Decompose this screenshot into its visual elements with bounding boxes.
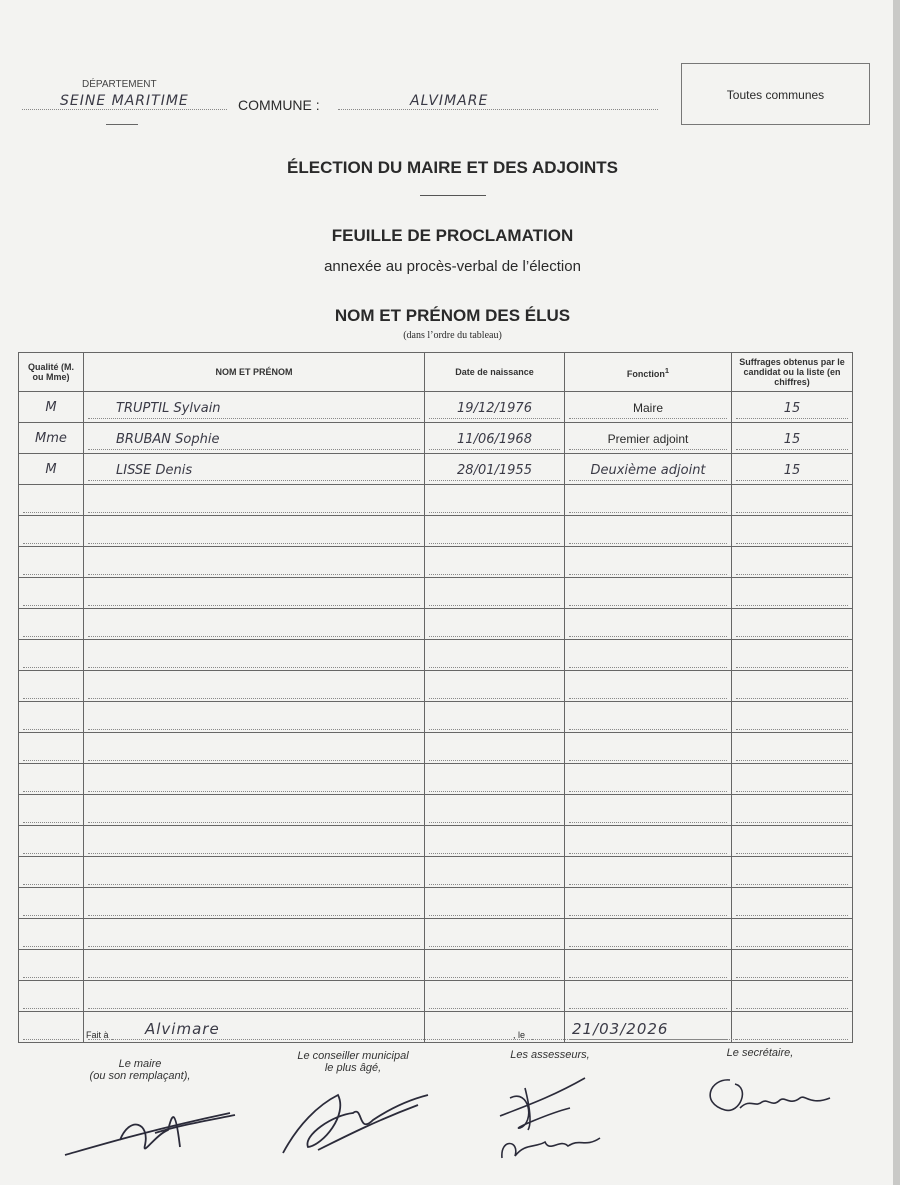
table-row-empty xyxy=(19,981,853,1012)
cell-nom xyxy=(84,454,425,485)
cell-empty xyxy=(84,609,425,640)
table-row xyxy=(19,454,853,485)
cell-dotted-line xyxy=(88,742,420,761)
cell-empty xyxy=(565,640,732,671)
cell-dotted-line xyxy=(569,462,727,481)
cell-dotted-line xyxy=(23,680,79,699)
cell-dotted-line xyxy=(736,649,848,668)
commune-value: ALVIMARE xyxy=(410,93,489,109)
cell-dotted-line xyxy=(429,804,560,823)
cell-empty xyxy=(732,888,853,919)
table-row-empty xyxy=(19,485,853,516)
cell-dotted-line xyxy=(569,587,727,606)
cell-naissance xyxy=(425,454,565,485)
cell-dotted-line xyxy=(23,866,79,885)
cell-dotted-line xyxy=(429,680,560,699)
cell-empty xyxy=(19,578,84,609)
cell-dotted-line xyxy=(736,928,848,947)
cell-dotted-line xyxy=(736,556,848,575)
fait-line xyxy=(112,1039,512,1040)
table-row-empty xyxy=(19,578,853,609)
maire-signature xyxy=(60,1085,240,1165)
cell-dotted-line xyxy=(88,462,420,481)
cell-empty xyxy=(732,795,853,826)
departement-underline xyxy=(106,124,138,125)
cell-empty xyxy=(425,1012,565,1043)
cell-dotted-line xyxy=(88,928,420,947)
table-row-empty xyxy=(19,888,853,919)
cell-empty xyxy=(565,578,732,609)
cell-empty xyxy=(732,671,853,702)
cell-suffrages xyxy=(732,392,853,423)
cell-dotted-line xyxy=(88,711,420,730)
cell-empty xyxy=(19,485,84,516)
cell-empty xyxy=(19,702,84,733)
cell-dotted-line xyxy=(88,587,420,606)
cell-empty xyxy=(425,795,565,826)
table-row-empty xyxy=(19,609,853,640)
cell-qualite xyxy=(19,423,84,454)
cell-nom xyxy=(84,392,425,423)
cell-dotted-line xyxy=(569,431,727,450)
cell-fonction-value: Maire xyxy=(632,400,663,415)
cell-empty xyxy=(84,950,425,981)
cell-dotted-line xyxy=(736,618,848,637)
cell-dotted-line xyxy=(736,773,848,792)
cell-dotted-line xyxy=(88,1021,420,1040)
cell-empty xyxy=(425,609,565,640)
cell-qualite-value: M xyxy=(45,400,57,415)
table-row-empty xyxy=(19,826,853,857)
sig-maire-label: Le maire (ou son remplaçant), xyxy=(89,1058,191,1082)
fait-value: Alvimare xyxy=(145,1020,220,1038)
cell-dotted-line xyxy=(569,928,727,947)
cell-empty xyxy=(84,857,425,888)
cell-empty xyxy=(732,733,853,764)
cell-dotted-line xyxy=(569,400,727,419)
cell-dotted-line xyxy=(429,431,560,450)
cell-empty xyxy=(565,857,732,888)
cell-dotted-line xyxy=(429,649,560,668)
table-row-empty xyxy=(19,547,853,578)
cell-empty xyxy=(19,857,84,888)
cell-empty xyxy=(84,671,425,702)
cell-empty xyxy=(732,857,853,888)
cell-dotted-line xyxy=(429,866,560,885)
sig-secretaire-label: Le secrétaire, xyxy=(726,1047,794,1059)
cell-empty xyxy=(732,485,853,516)
table-row-empty xyxy=(19,516,853,547)
table-row-empty xyxy=(19,702,853,733)
cell-dotted-line xyxy=(736,680,848,699)
cell-fonction-value: Deuxième adjoint xyxy=(590,462,706,478)
cell-empty xyxy=(425,919,565,950)
cell-empty xyxy=(425,950,565,981)
cell-dotted-line xyxy=(736,711,848,730)
cell-dotted-line xyxy=(429,711,560,730)
cell-empty xyxy=(84,826,425,857)
cell-empty xyxy=(565,702,732,733)
cell-dotted-line xyxy=(429,556,560,575)
cell-dotted-line xyxy=(88,494,420,513)
cell-dotted-line xyxy=(429,742,560,761)
cell-empty xyxy=(565,485,732,516)
table-row-empty xyxy=(19,919,853,950)
cell-dotted-line xyxy=(23,928,79,947)
col-fonction-note: 1 xyxy=(664,365,670,375)
col-fonction xyxy=(565,353,732,392)
cell-empty xyxy=(732,609,853,640)
cell-empty xyxy=(565,516,732,547)
cell-dotted-line xyxy=(88,400,420,419)
cell-dotted-line xyxy=(569,494,727,513)
cell-empty xyxy=(19,888,84,919)
cell-naissance-value: 11/06/1968 xyxy=(457,431,532,447)
cell-dotted-line xyxy=(88,618,420,637)
cell-empty xyxy=(565,671,732,702)
cell-dotted-line xyxy=(736,525,848,544)
cell-dotted-line xyxy=(23,804,79,823)
cell-dotted-line xyxy=(736,897,848,916)
cell-dotted-line xyxy=(429,525,560,544)
cell-dotted-line xyxy=(88,431,420,450)
cell-fonction xyxy=(565,423,732,454)
table-row xyxy=(19,423,853,454)
cell-dotted-line xyxy=(23,649,79,668)
conseiller-signature xyxy=(278,1075,438,1160)
cell-empty xyxy=(565,888,732,919)
table-row-empty xyxy=(19,857,853,888)
cell-naissance-value: 19/12/1976 xyxy=(457,400,532,416)
cell-nom-value: LISSE Denis xyxy=(116,462,193,478)
cell-empty xyxy=(19,640,84,671)
fait-label: Fait à xyxy=(86,1030,109,1040)
cell-empty xyxy=(84,640,425,671)
cell-dotted-line xyxy=(429,462,560,481)
cell-empty xyxy=(19,826,84,857)
cell-empty xyxy=(425,733,565,764)
cell-fonction-value: Premier adjoint xyxy=(607,431,689,446)
cell-empty xyxy=(565,733,732,764)
cell-dotted-line xyxy=(88,866,420,885)
cell-dotted-line xyxy=(569,835,727,854)
cell-empty xyxy=(425,578,565,609)
cell-dotted-line xyxy=(88,897,420,916)
cell-empty xyxy=(425,764,565,795)
cell-dotted-line xyxy=(429,400,560,419)
cell-empty xyxy=(84,702,425,733)
commune-line xyxy=(338,109,658,110)
cell-empty xyxy=(565,609,732,640)
cell-empty xyxy=(425,640,565,671)
cell-nom xyxy=(84,423,425,454)
cell-empty xyxy=(19,764,84,795)
cell-dotted-line xyxy=(23,959,79,978)
table-body xyxy=(19,392,853,1043)
cell-empty xyxy=(19,547,84,578)
cell-empty xyxy=(19,795,84,826)
table-row-empty xyxy=(19,640,853,671)
cell-dotted-line xyxy=(429,928,560,947)
cell-empty xyxy=(19,609,84,640)
date-line xyxy=(532,1039,814,1040)
cell-dotted-line xyxy=(23,773,79,792)
cell-empty xyxy=(732,981,853,1012)
cell-empty xyxy=(84,795,425,826)
sig-assesseurs-label: Les assesseurs, xyxy=(510,1049,590,1061)
col-naissance: Date de naissance xyxy=(425,353,565,392)
date-value: 21/03/2026 xyxy=(572,1020,669,1038)
table-row-empty xyxy=(19,795,853,826)
cell-dotted-line xyxy=(429,494,560,513)
cell-dotted-line xyxy=(569,866,727,885)
assesseur-signature xyxy=(490,1068,610,1168)
table-row-empty xyxy=(19,733,853,764)
list-subtitle: (dans l’ordre du tableau) xyxy=(403,330,502,341)
date-label: , le xyxy=(513,1030,526,1040)
cell-dotted-line xyxy=(429,897,560,916)
cell-empty xyxy=(425,516,565,547)
departement-line xyxy=(22,109,227,110)
communes-box-text: Toutes communes xyxy=(726,88,825,102)
cell-empty xyxy=(732,1012,853,1043)
cell-dotted-line xyxy=(569,618,727,637)
cell-naissance xyxy=(425,423,565,454)
cell-empty xyxy=(19,516,84,547)
cell-empty xyxy=(565,981,732,1012)
cell-dotted-line xyxy=(23,1021,79,1040)
cell-dotted-line xyxy=(736,835,848,854)
cell-dotted-line xyxy=(23,556,79,575)
cell-dotted-line xyxy=(736,990,848,1009)
cell-suffrages-value: 15 xyxy=(783,431,801,447)
cell-suffrages xyxy=(732,454,853,485)
cell-dotted-line xyxy=(569,711,727,730)
cell-dotted-line xyxy=(569,773,727,792)
cell-nom-value: TRUPTIL Sylvain xyxy=(116,400,221,416)
cell-dotted-line xyxy=(429,773,560,792)
cell-empty xyxy=(425,485,565,516)
cell-dotted-line xyxy=(429,587,560,606)
cell-empty xyxy=(19,671,84,702)
cell-dotted-line xyxy=(23,587,79,606)
cell-dotted-line xyxy=(23,742,79,761)
cell-qualite xyxy=(19,454,84,485)
col-qualite: Qualité (M. ou Mme) xyxy=(19,353,84,392)
cell-dotted-line xyxy=(23,525,79,544)
cell-empty xyxy=(84,516,425,547)
cell-empty xyxy=(565,950,732,981)
cell-dotted-line xyxy=(736,400,848,419)
cell-suffrages-value: 15 xyxy=(783,400,801,416)
cell-fonction xyxy=(565,392,732,423)
cell-dotted-line xyxy=(569,897,727,916)
sig-conseiller-label: Le conseiller municipal le plus âgé, xyxy=(297,1050,409,1074)
cell-dotted-line xyxy=(23,835,79,854)
cell-dotted-line xyxy=(736,462,848,481)
cell-dotted-line xyxy=(429,1021,560,1040)
cell-empty xyxy=(425,888,565,919)
commune-label: COMMUNE : xyxy=(238,97,320,113)
cell-dotted-line xyxy=(88,773,420,792)
cell-empty xyxy=(19,733,84,764)
cell-empty xyxy=(84,888,425,919)
col-suffrages: Suffrages obtenus par le candidat ou la liste (en chiffres) xyxy=(732,353,853,392)
cell-dotted-line xyxy=(23,711,79,730)
col-nom: NOM ET PRÉNOM xyxy=(84,353,425,392)
cell-empty xyxy=(425,826,565,857)
table-row-empty xyxy=(19,764,853,795)
cell-qualite-value: M xyxy=(45,462,57,477)
secretaire-signature xyxy=(700,1068,840,1128)
cell-dotted-line xyxy=(88,556,420,575)
cell-dotted-line xyxy=(88,990,420,1009)
table-row-empty xyxy=(19,1012,853,1043)
table-row xyxy=(19,392,853,423)
cell-empty xyxy=(565,826,732,857)
cell-empty xyxy=(84,733,425,764)
cell-empty xyxy=(425,547,565,578)
cell-empty xyxy=(19,1012,84,1043)
cell-empty xyxy=(565,764,732,795)
cell-dotted-line xyxy=(569,525,727,544)
cell-dotted-line xyxy=(569,804,727,823)
cell-empty xyxy=(425,981,565,1012)
cell-dotted-line xyxy=(569,959,727,978)
cell-empty xyxy=(425,702,565,733)
list-title: NOM ET PRÉNOM DES ÉLUS xyxy=(334,306,571,325)
cell-empty xyxy=(425,857,565,888)
cell-dotted-line xyxy=(736,804,848,823)
cell-dotted-line xyxy=(23,494,79,513)
cell-empty xyxy=(732,826,853,857)
cell-dotted-line xyxy=(736,494,848,513)
cell-dotted-line xyxy=(736,1021,848,1040)
cell-empty xyxy=(425,671,565,702)
cell-dotted-line xyxy=(569,742,727,761)
cell-dotted-line xyxy=(569,990,727,1009)
cell-dotted-line xyxy=(736,587,848,606)
cell-empty xyxy=(84,1012,425,1043)
cell-empty xyxy=(19,981,84,1012)
cell-dotted-line xyxy=(429,835,560,854)
cell-empty xyxy=(19,919,84,950)
cell-dotted-line xyxy=(429,990,560,1009)
cell-nom-value: BRUBAN Sophie xyxy=(116,431,220,447)
cell-empty xyxy=(565,547,732,578)
cell-suffrages xyxy=(732,423,853,454)
cell-dotted-line xyxy=(569,680,727,699)
page-edge xyxy=(893,0,900,1185)
elus-table xyxy=(18,352,853,1043)
cell-dotted-line xyxy=(736,742,848,761)
cell-empty xyxy=(84,764,425,795)
cell-dotted-line xyxy=(88,804,420,823)
cell-dotted-line xyxy=(429,959,560,978)
cell-dotted-line xyxy=(569,649,727,668)
cell-dotted-line xyxy=(23,897,79,916)
cell-dotted-line xyxy=(88,525,420,544)
departement-value: SEINE MARITIME xyxy=(60,93,189,109)
sheet-subtitle: annexée au procès-verbal de l’élection xyxy=(324,258,581,275)
cell-qualite xyxy=(19,392,84,423)
table-row-empty xyxy=(19,950,853,981)
cell-qualite-value: Mme xyxy=(35,431,67,446)
sheet-title: FEUILLE DE PROCLAMATION xyxy=(331,226,574,245)
cell-empty xyxy=(732,640,853,671)
communes-box xyxy=(681,63,870,125)
cell-fonction xyxy=(565,454,732,485)
table-header-row xyxy=(19,353,853,392)
cell-empty xyxy=(732,764,853,795)
cell-empty xyxy=(732,919,853,950)
cell-empty xyxy=(732,547,853,578)
departement-label: DÉPARTEMENT xyxy=(82,79,157,90)
cell-dotted-line xyxy=(88,959,420,978)
cell-empty xyxy=(732,516,853,547)
page-title: ÉLECTION DU MAIRE ET DES ADJOINTS xyxy=(287,158,618,177)
cell-empty xyxy=(84,919,425,950)
cell-empty xyxy=(84,578,425,609)
cell-empty xyxy=(84,981,425,1012)
cell-empty xyxy=(565,795,732,826)
cell-empty xyxy=(19,950,84,981)
cell-dotted-line xyxy=(23,618,79,637)
cell-dotted-line xyxy=(23,990,79,1009)
cell-empty xyxy=(84,547,425,578)
table-row-empty xyxy=(19,671,853,702)
cell-empty xyxy=(732,578,853,609)
cell-empty xyxy=(84,485,425,516)
cell-dotted-line xyxy=(569,556,727,575)
cell-dotted-line xyxy=(736,866,848,885)
cell-naissance xyxy=(425,392,565,423)
cell-empty xyxy=(732,702,853,733)
cell-naissance-value: 28/01/1955 xyxy=(457,462,532,478)
cell-empty xyxy=(565,919,732,950)
cell-empty xyxy=(732,950,853,981)
col-fonction-label: Fonction xyxy=(626,368,665,379)
cell-dotted-line xyxy=(736,959,848,978)
cell-dotted-line xyxy=(736,431,848,450)
title-divider xyxy=(420,195,486,196)
cell-dotted-line xyxy=(88,680,420,699)
cell-dotted-line xyxy=(429,618,560,637)
cell-dotted-line xyxy=(88,835,420,854)
cell-dotted-line xyxy=(88,649,420,668)
cell-suffrages-value: 15 xyxy=(783,462,801,478)
